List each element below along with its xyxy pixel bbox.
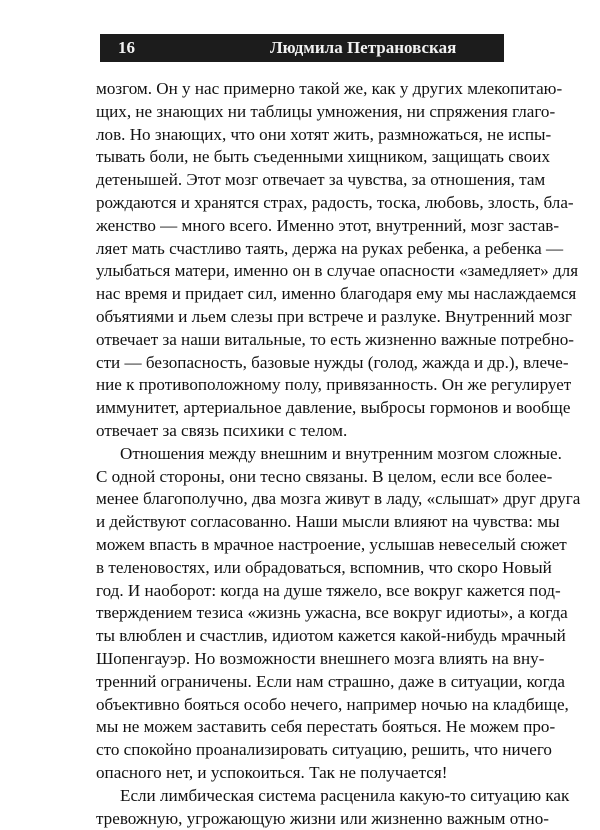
text-line: ние к противоположному полу, привязанность. Он же регулирует <box>96 374 508 397</box>
text-line: щих, не знающих ни таблицы умножения, ни спряжения глаго- <box>96 101 508 124</box>
text-line: женство — много всего. Именно этот, внутренний, мозг застав- <box>96 215 508 238</box>
text-line: Шопенгауэр. Но возможности внешнего мозга влиять на вну- <box>96 648 508 671</box>
text-line: год. И наоборот: когда на душе тяжело, все вокруг кажется под- <box>96 580 508 603</box>
text-line: объективно бояться особо нечего, например ночью на кладбище, <box>96 694 508 717</box>
text-line: Если лимбическая система расценила какую-то ситуацию как <box>96 785 508 808</box>
text-line: улыбаться матери, именно он в случае опасности «замедляет» для <box>96 260 508 283</box>
text-line: объятиями и льем слезы при встрече и разлуке. Внутренний мозг <box>96 306 508 329</box>
text-line: детенышей. Этот мозг отвечает за чувства, за отношения, там <box>96 169 508 192</box>
text-line: тверждением тезиса «жизнь ужасна, все вокруг идиоты», а когда <box>96 602 508 625</box>
text-line: рождаются и хранятся страх, радость, тоска, любовь, злость, бла- <box>96 192 508 215</box>
page-number: 16 <box>118 38 135 58</box>
text-line: С одной стороны, они тесно связаны. В целом, если все более- <box>96 466 508 489</box>
text-line: отвечает за связь психики с телом. <box>96 420 508 443</box>
paragraph-1 <box>96 78 508 443</box>
text-line: сти — безопасность, базовые нужды (голод, жажда и др.), влече- <box>96 352 508 375</box>
paragraph-3 <box>96 785 508 830</box>
text-line: можем впасть в мрачное настроение, услышав невеселый сюжет <box>96 534 508 557</box>
text-line: тревожную, угрожающую жизни или жизненно важным отно- <box>96 808 508 830</box>
text-line: в теленовостях, или обрадоваться, вспомнив, что скоро Новый <box>96 557 508 580</box>
paragraph-2 <box>96 443 508 785</box>
text-line: Отношения между внешним и внутренним мозгом сложные. <box>96 443 508 466</box>
text-line: и действуют согласованно. Наши мысли влияют на чувства: мы <box>96 511 508 534</box>
text-line: тывать боли, не быть съеденными хищником, защищать своих <box>96 146 508 169</box>
text-line: мозгом. Он у нас примерно такой же, как у других млекопитаю- <box>96 78 508 101</box>
text-line: ляет мать счастливо таять, держа на руках ребенка, а ребенка — <box>96 238 508 261</box>
text-line: отвечает за наши витальные, то есть жизненно важные потребно- <box>96 329 508 352</box>
text-line: нас время и придает сил, именно благодаря ему мы наслаждаемся <box>96 283 508 306</box>
text-line: сто спокойно проанализировать ситуацию, решить, что ничего <box>96 739 508 762</box>
running-head-author: Людмила Петрановская <box>270 38 456 58</box>
text-line: ты влюблен и счастлив, идиотом кажется какой-нибудь мрачный <box>96 625 508 648</box>
text-line: менее благополучно, два мозга живут в ладу, «слышат» друг друга <box>96 488 508 511</box>
text-line: мы не можем заставить себя перестать бояться. Не можем про- <box>96 716 508 739</box>
body-text <box>96 78 508 830</box>
text-line: опасного нет, и успокоиться. Так не получается! <box>96 762 508 785</box>
text-line: иммунитет, артериальное давление, выбросы гормонов и вообще <box>96 397 508 420</box>
text-line: лов. Но знающих, что они хотят жить, размножаться, не испы- <box>96 124 508 147</box>
running-header-bar <box>100 34 504 62</box>
text-line: тренний ограничены. Если нам страшно, даже в ситуации, когда <box>96 671 508 694</box>
